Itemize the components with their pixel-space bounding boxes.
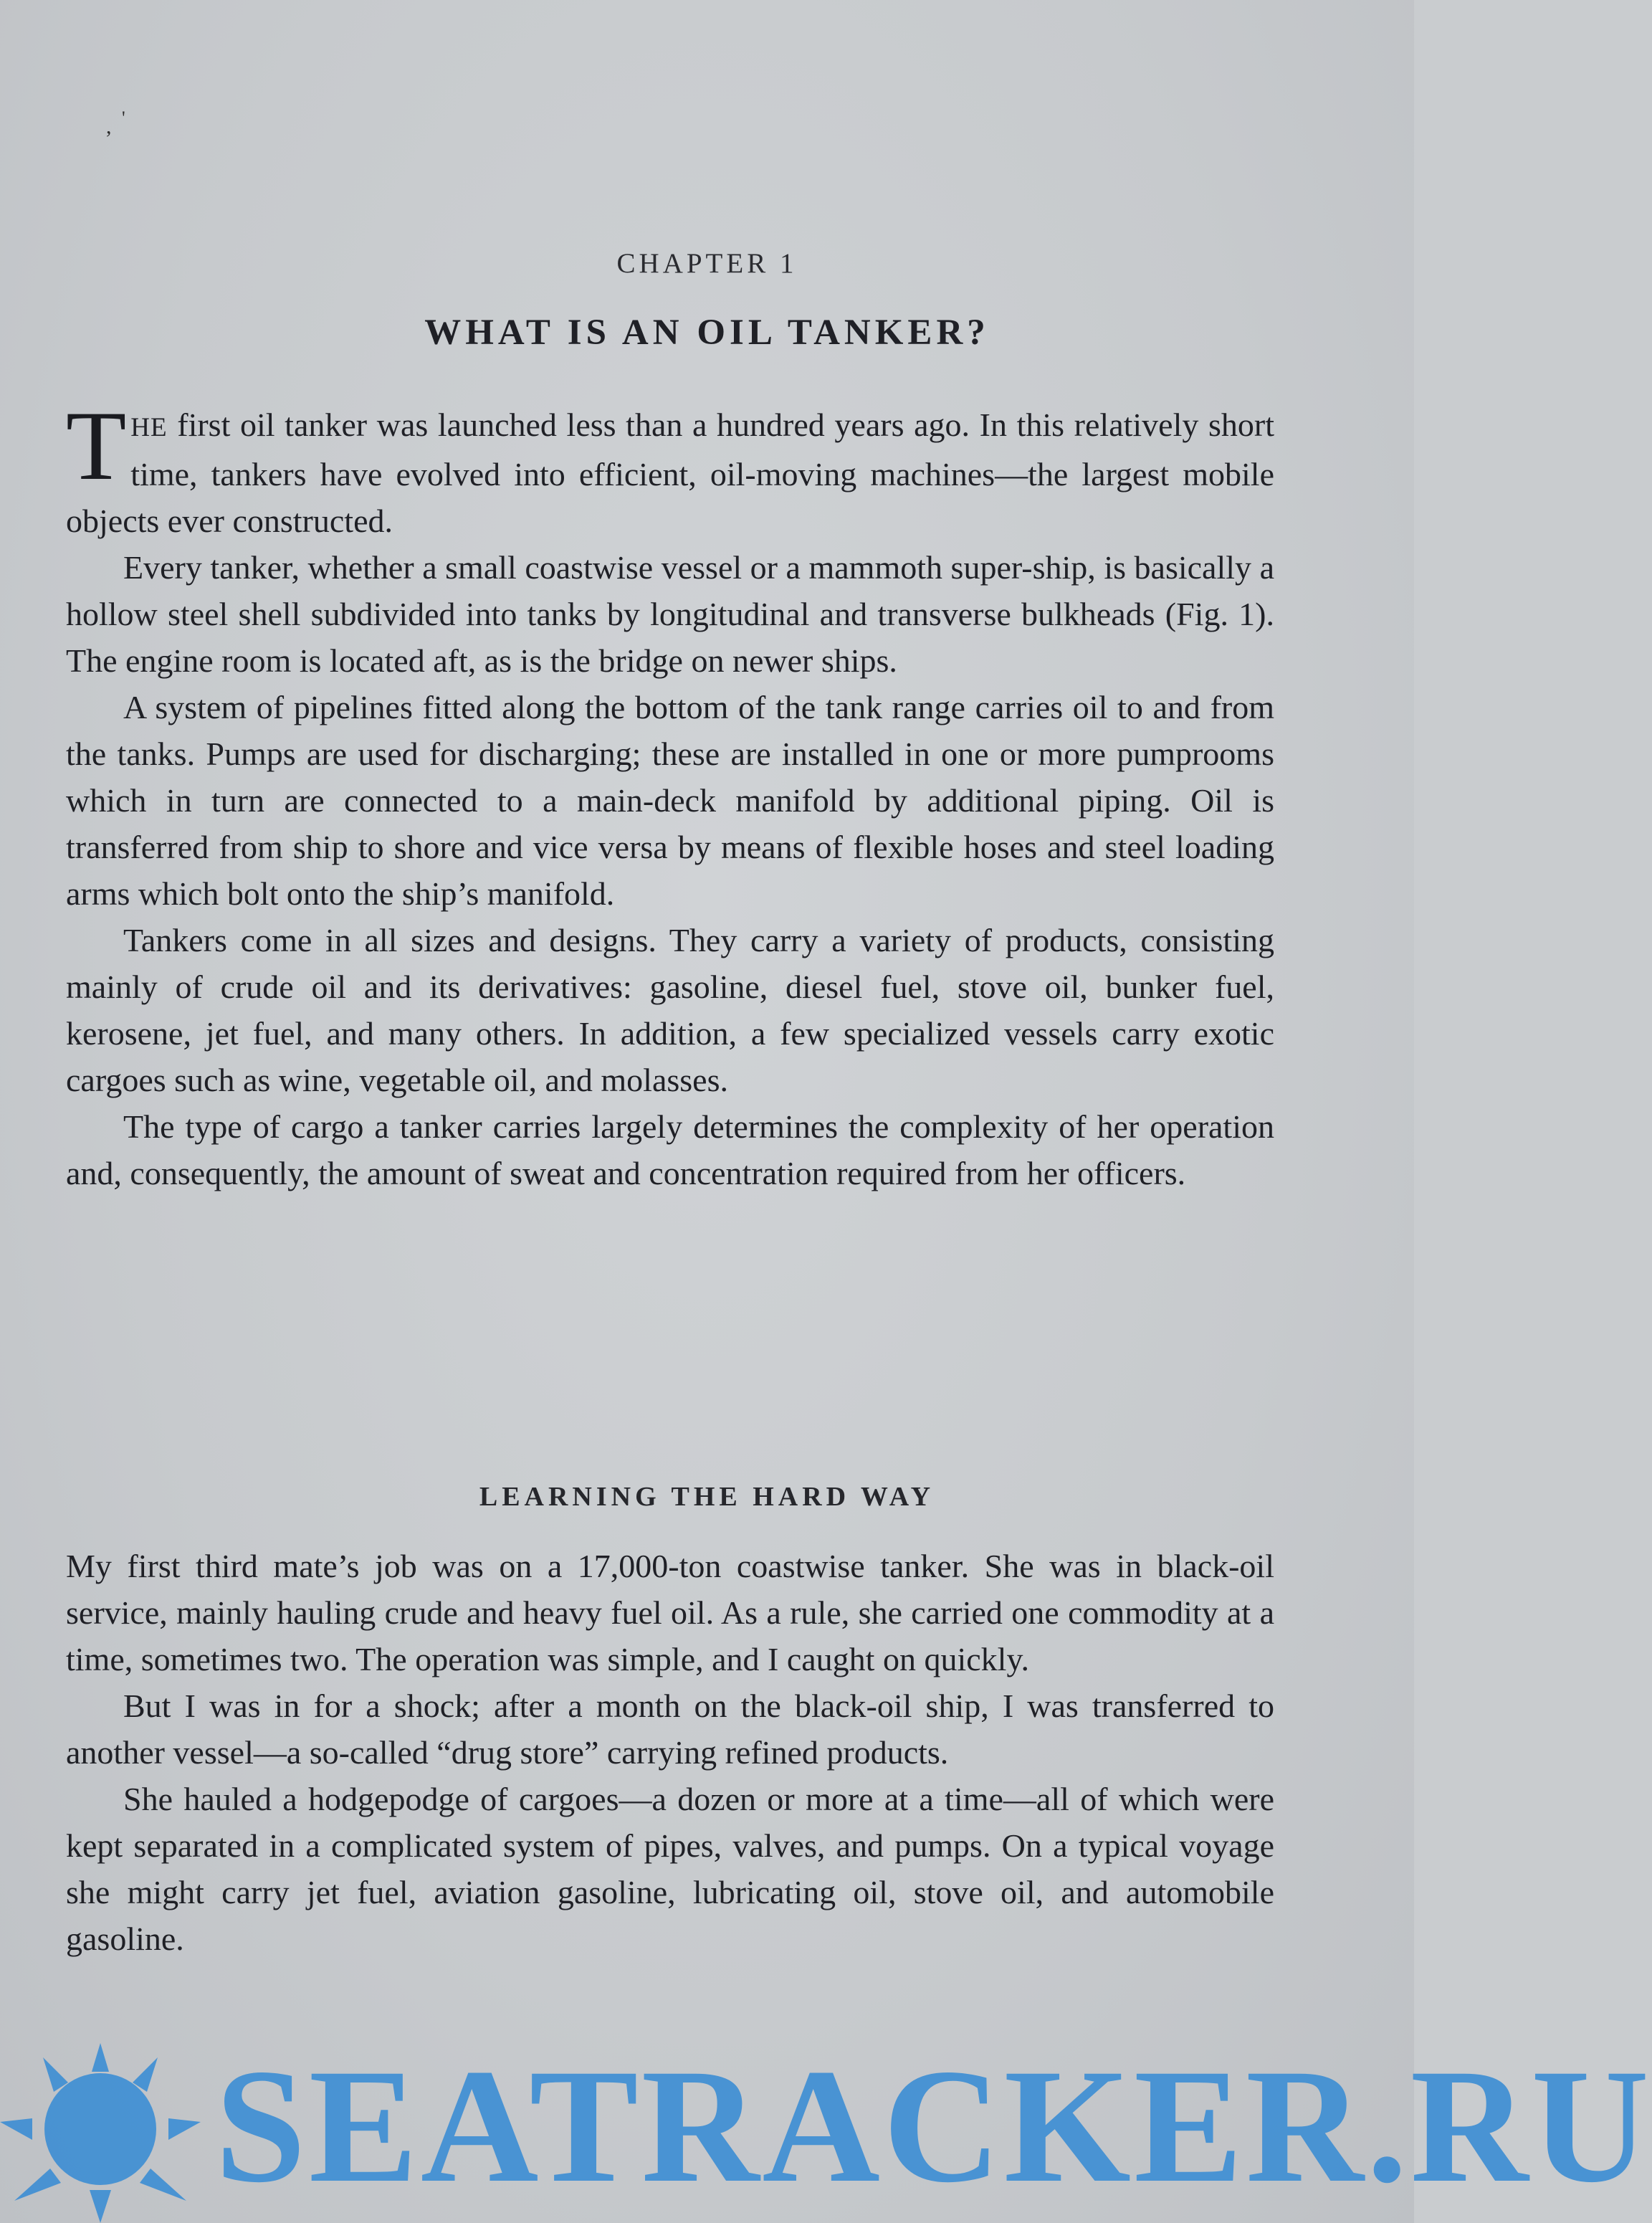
- intro-paragraph-3: A system of pipelines fitted along the bottom of the tank range carries oil to and from the tanks. Pumps are used for discharging; these are installed in one or more pumprooms which in turn are connected to a main-deck manifold by additional piping. Oil is transferred from ship to shore and vice versa by means of flexible hoses and steel loading arms which bolt onto the ship’s manifold.: [66, 689, 1274, 912]
- intro-paragraph-1: [66, 391, 1274, 544]
- chapter-intro: [66, 391, 1274, 1196]
- section-paragraph-1: My first third mate’s job was on a 17,000-ton coastwise tanker. She was in black-oil service, mainly hauling crude and heavy fuel oil. As a rule, she carried one commodity at a time, sometimes two. The operation was simple, and I caught on quickly.: [66, 1548, 1274, 1677]
- first-word-small-caps: HE: [130, 413, 168, 442]
- section-paragraph-2: But I was in for a shock; after a month on the black-oil ship, I was transferred to another vessel—a so-called “drug store” carrying refined products.: [66, 1688, 1274, 1771]
- watermark-text: SEATRACKER.RU: [215, 2036, 1652, 2217]
- intro-paragraph-1-text: first oil tanker was launched less than a hundred years ago. In this relatively short time, tankers have evolved into efficient, oil-moving machines—the largest mobile objects ever constructed.: [66, 406, 1274, 539]
- section-heading: LEARNING THE HARD WAY: [479, 1482, 935, 1512]
- intro-paragraph-2: Every tanker, whether a small coastwise vessel or a mammoth super-ship, is basically a hollow steel shell subdivided into tanks by longitudinal and transverse bulkheads (Fig. 1). The engine room is located aft, as is the bridge on newer ships.: [66, 549, 1274, 679]
- section-paragraph-3: She hauled a hodgepodge of cargoes—a dozen or more at a time—all of which were kept separated in a complicated system of pipes, valves, and pumps. On a typical voyage she might carry jet fuel, aviation gasoline, lubricating oil, stove oil, and automobile gasoline.: [66, 1781, 1274, 1957]
- drop-cap: T: [66, 391, 127, 500]
- intro-paragraph-4: Tankers come in all sizes and designs. They carry a variety of products, consisting mainly of crude oil and its derivatives: gasoline, diesel fuel, stove oil, bunker fuel, kerosene, jet fuel, and many others. In addition, a few specialized vessels carry exotic cargoes such as wine, vegetable oil, and molasses.: [66, 922, 1274, 1098]
- chapter-label: CHAPTER 1: [616, 248, 798, 279]
- chapter-title: WHAT IS AN OIL TANKER?: [424, 313, 990, 353]
- page-speck: ,: [106, 115, 112, 138]
- intro-paragraph-5: The type of cargo a tanker carries largely determines the complexity of her operation and, consequently, the amount of sweat and concentration required from her officers.: [66, 1108, 1274, 1191]
- section-body: [66, 1543, 1274, 1962]
- page-speck: ': [122, 108, 125, 128]
